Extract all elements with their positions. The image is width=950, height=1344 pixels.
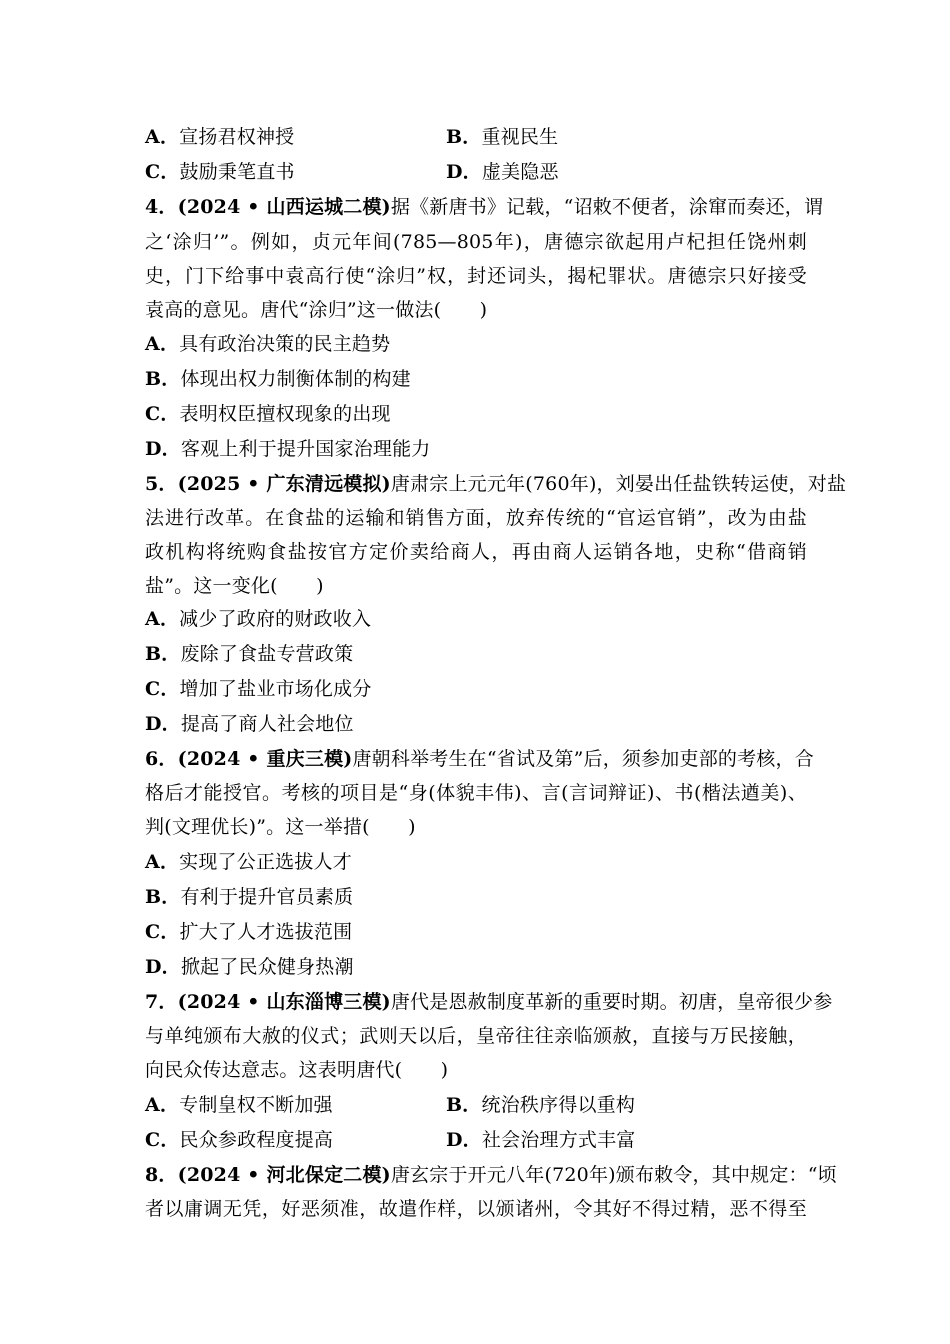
option-text: 宣扬君权神授 xyxy=(179,126,295,148)
question-source: (2024 • 山东淄博三模) xyxy=(177,991,391,1013)
option-label: C． xyxy=(145,161,180,183)
question-text: 唐玄宗于开元八年(720年)颁布敕令，其中规定：“顷 xyxy=(390,1164,837,1186)
option-text: 社会治理方式丰富 xyxy=(481,1129,636,1151)
option-label: D． xyxy=(145,438,181,460)
q4-stem-line-2: 之‘涂归’”。例如，贞元年间(785—805年)，唐德宗欲起用卢杞担任饶州刺 xyxy=(145,231,807,253)
option-label: B． xyxy=(145,643,181,665)
q6-option-d xyxy=(145,955,354,979)
q7-option-a xyxy=(145,1093,333,1117)
question-text: 唐代是恩赦制度革新的重要时期。初唐，皇帝很少参 xyxy=(390,991,833,1013)
option-label: D． xyxy=(446,161,482,183)
question-source: (2024 • 山西运城二模) xyxy=(177,196,391,218)
option-label: B． xyxy=(145,368,181,390)
question-number: 8． xyxy=(145,1164,178,1186)
question-source: (2025 • 广东清远模拟) xyxy=(177,473,391,495)
q5-stem-line-3: 政机构将统购食盐按官方定价卖给商人，再由商人运销各地，史称“借商销 xyxy=(145,541,807,563)
q5-option-d xyxy=(145,712,354,736)
q4-stem-line-1 xyxy=(145,195,824,219)
option-label: C． xyxy=(145,921,180,943)
option-text: 掀起了民众健身热潮 xyxy=(180,956,354,978)
q5-stem-line-2: 法进行改革。在食盐的运输和销售方面，放弃传统的“官运官销”，改为由盐 xyxy=(145,507,807,529)
q7-stem-line-2: 与单纯颁布大赦的仪式；武则天以后，皇帝往往亲临颁赦，直接与万民接触， xyxy=(145,1025,807,1047)
option-text: 实现了公正选拔人才 xyxy=(179,851,352,873)
option-text: 专制皇权不断加强 xyxy=(179,1094,333,1116)
option-label: D． xyxy=(446,1129,482,1151)
question-number: 7． xyxy=(145,991,178,1013)
question-source: (2024 • 重庆三模) xyxy=(177,748,353,770)
q5-stem-line-4: 盐”。这一变化( ) xyxy=(145,575,324,597)
option-label: A． xyxy=(145,126,180,148)
option-text: 扩大了人才选拔范围 xyxy=(179,921,353,943)
option-text: 重视民生 xyxy=(481,126,559,148)
q3-option-d xyxy=(446,160,559,184)
question-text: 据《新唐书》记载，“诏敕不便者，涂窜而奏还，谓 xyxy=(390,196,824,218)
option-label: B． xyxy=(446,126,482,148)
q5-option-b xyxy=(145,642,353,666)
question-source: (2024 • 河北保定二模) xyxy=(177,1164,391,1186)
q8-stem-line-2: 者以庸调无凭，好恶须准，故遣作样，以颁诸州，令其好不得过精，恶不得至 xyxy=(145,1198,807,1220)
option-label: B． xyxy=(145,886,181,908)
q7-option-d xyxy=(446,1128,636,1152)
q6-stem-line-2: 格后才能授官。考核的项目是“身(体貌丰伟)、言(言词辩证)、书(楷法遒美)、 xyxy=(145,782,807,804)
q3-option-b xyxy=(446,125,558,149)
question-number: 6． xyxy=(145,748,178,770)
q4-option-b xyxy=(145,367,411,391)
q4-stem-line-3: 史，门下给事中袁高行使“涂归”权，封还词头，揭杞罪状。唐德宗只好接受 xyxy=(145,265,807,287)
option-label: C． xyxy=(145,403,180,425)
option-label: A． xyxy=(145,333,180,355)
option-label: D． xyxy=(145,956,181,978)
q4-option-d xyxy=(145,437,431,461)
option-text: 有利于提升官员素质 xyxy=(180,886,354,908)
q5-stem-line-1 xyxy=(145,472,847,496)
q8-stem-line-1 xyxy=(145,1163,837,1187)
option-text: 鼓励秉笔直书 xyxy=(179,161,295,183)
q4-stem-line-4: 袁高的意见。唐代“涂归”这一做法( ) xyxy=(145,299,488,321)
q4-option-a xyxy=(145,332,390,356)
q7-option-b xyxy=(446,1093,635,1117)
option-text: 客观上利于提升国家治理能力 xyxy=(180,438,431,460)
option-text: 体现出权力制衡体制的构建 xyxy=(180,368,411,390)
option-text: 表明权臣擅权现象的出现 xyxy=(179,403,391,425)
option-text: 具有政治决策的民主趋势 xyxy=(179,333,391,355)
q5-option-a xyxy=(145,607,371,631)
question-text: 唐肃宗上元元年(760年)，刘晏出任盐铁转运使，对盐 xyxy=(390,473,847,495)
question-number: 4． xyxy=(145,196,178,218)
q7-stem-line-1 xyxy=(145,990,833,1014)
q6-option-c xyxy=(145,920,352,944)
q3-option-a xyxy=(145,125,294,149)
q5-option-c xyxy=(145,677,372,701)
question-number: 5． xyxy=(145,473,178,495)
option-text: 虚美隐恶 xyxy=(481,161,559,183)
option-label: D． xyxy=(145,713,181,735)
option-label: C． xyxy=(145,678,180,700)
q4-option-c xyxy=(145,402,391,426)
q3-option-c xyxy=(145,160,295,184)
option-text: 提高了商人社会地位 xyxy=(180,713,354,735)
q6-stem-line-1 xyxy=(145,747,814,771)
q6-option-a xyxy=(145,850,352,874)
q7-option-c xyxy=(145,1128,333,1152)
option-label: B． xyxy=(446,1094,482,1116)
q6-stem-line-3: 判(文理优长)”。这一举措( ) xyxy=(145,816,416,838)
option-label: A． xyxy=(145,851,180,873)
option-label: A． xyxy=(145,608,180,630)
q7-stem-line-3: 向民众传达意志。这表明唐代( ) xyxy=(145,1059,449,1081)
option-label: C． xyxy=(145,1129,180,1151)
option-text: 民众参政程度提高 xyxy=(179,1129,334,1151)
option-text: 统治秩序得以重构 xyxy=(481,1094,636,1116)
option-text: 废除了食盐专营政策 xyxy=(180,643,354,665)
q6-option-b xyxy=(145,885,353,909)
option-label: A． xyxy=(145,1094,180,1116)
option-text: 增加了盐业市场化成分 xyxy=(179,678,372,700)
question-text: 唐朝科举考生在“省试及第”后，须参加吏部的考核，合 xyxy=(352,748,814,770)
option-text: 减少了政府的财政收入 xyxy=(179,608,372,630)
